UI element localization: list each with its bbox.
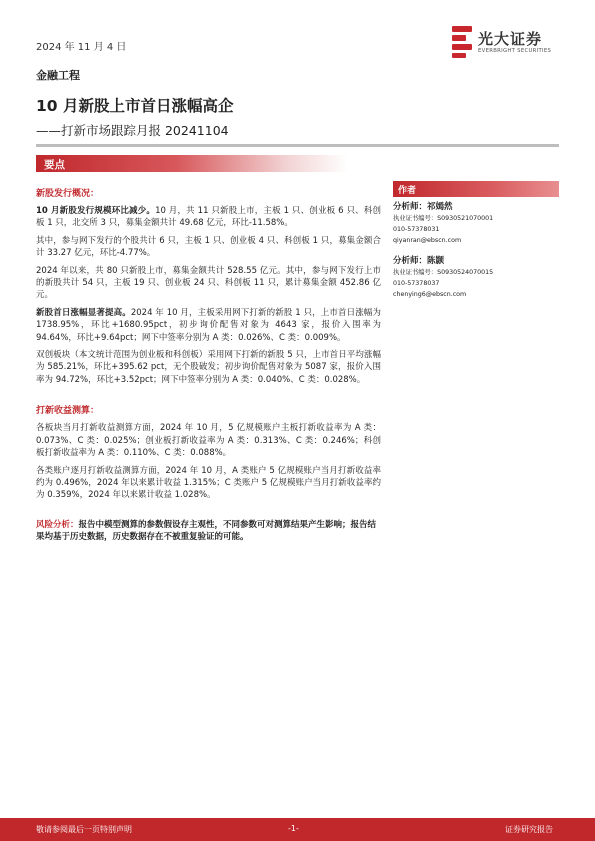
paragraph-4-lead: 新股首日涨幅显著提高。: [36, 307, 131, 318]
logo-name-cn: 光大证券: [478, 30, 543, 48]
logo-name-en: EVERBRIGHT SECURITIES: [478, 48, 552, 54]
analyst-email[interactable]: chenying6@ebscn.com: [393, 290, 467, 298]
paragraph-4-text: 2024 年 10 月，主板采用网下打新的新股 1 只，上市首日涨幅为 1738.95%，环比+1680.95pct，初步询价配售对象为 4643 家，报价入围率为 94.64%，环比+9.64pct；网下中签率分别为 A 类：0.026%、C 类：0.009%。: [36, 307, 381, 343]
section-heading-returns: 打新收益测算：: [36, 406, 100, 417]
section-heading-issuance: 新股发行概况：: [36, 189, 100, 199]
paragraph-4: [36, 307, 381, 344]
main-content: [36, 186, 381, 544]
analyst-email[interactable]: qiyanran@ebscn.com: [393, 236, 462, 244]
author-header-label: 作者: [398, 186, 417, 196]
author-sidebar: [393, 181, 559, 301]
analyst-name: 分析师：祁嫣然: [393, 202, 453, 212]
paragraph-6: 各板块当月打新收益测算方面，2024 年 10 月，5 亿规模账户主板打新收益率为 A 类：0.073%、C 类：0.025%；创业板打新收益率为 A 类：0.313%、C 类：0.246%；科创板打新收益率为 A 类：0.110%、C 类：0.088%。: [36, 423, 381, 459]
report-category: 金融工程: [36, 69, 80, 82]
footer-disclaimer: 敬请参阅最后一页特别声明: [36, 825, 132, 834]
paragraph-1-text: 10 月，共 11 只新股上市，主板 1 只、创业板 6 只、科创板 1 只，北交所 3 只，募集金额共计 49.68 亿元，环比-11.58%。: [36, 206, 381, 229]
report-date: 2024 年 11 月 4 日: [36, 42, 127, 53]
report-title: 10 月新股上市首日涨幅高企: [36, 97, 234, 115]
logo-mark-icon: [452, 26, 472, 58]
analyst-name: 分析师：陈颢: [393, 256, 445, 267]
paragraph-7: 各类账户逐月打新收益测算方面，2024 年 10 月，A 类账户 5 亿规模账户当月打新收益率约为 0.496%，2024 年以来累计收益 1.315%；C 类账户 5 亿规模账户当月打新收益率约为 0.359%，2024 年以来累计收益 1.028%。: [36, 465, 381, 501]
analyst-phone: 010-57378037: [393, 280, 440, 288]
analyst-card: [393, 200, 559, 246]
paragraph-3: 2024 年以来，共 80 只新股上市，募集金额共计 528.55 亿元。其中，参与网下发行上市的新股共计 54 只，主板 19 只、创业板 24 只、科创板 11 只，累计募集金额 452.86 亿元。: [36, 265, 381, 301]
paragraph-5: 双创板块（本文统计范围为创业板和科创板）采用网下打新的新股 5 只，上市首日平均涨幅为 585.21%，环比+395.62 pct，无个股破发；初步询价配售对象为 5087 家，报价入围率为 94.72%，环比+3.52pct；网下中签率分别为 A 类：0.040%、C 类：0.028%。: [36, 350, 381, 385]
analyst-card: [393, 254, 559, 300]
risk-analysis: [36, 519, 381, 544]
key-points-label: 要点: [44, 159, 65, 171]
key-points-bar: [36, 155, 348, 172]
report-subtitle: ——打新市场跟踪月报 20241104: [36, 123, 229, 138]
footer-report-type: 证券研究报告: [505, 825, 553, 834]
paragraph-1-lead: 10 月新股发行规模环比减少。: [36, 206, 156, 216]
author-header-bar: [393, 181, 559, 197]
title-divider: [36, 144, 559, 147]
paragraph-2: 其中，参与网下发行的个股共计 6 只，主板 1 只、创业板 4 只、科创板 1 只，募集金额合计 33.27 亿元，环比-4.77%。: [36, 235, 381, 259]
risk-label: 风险分析：: [36, 519, 79, 530]
company-logo: [452, 26, 562, 62]
page-number: -1-: [288, 824, 299, 833]
risk-text: 报告中模型测算的参数假设存主观性，不同参数可对测算结果产生影响；报告结果均基于历史数据，历史数据存在不被重复验证的可能。: [36, 519, 377, 543]
paragraph-1: [36, 205, 381, 230]
analyst-cert: 执业证书编号：S0930524070015: [393, 269, 494, 277]
analyst-phone: 010-57378031: [393, 225, 440, 233]
analyst-cert: 执业证书编号：S0930521070001: [393, 215, 494, 222]
